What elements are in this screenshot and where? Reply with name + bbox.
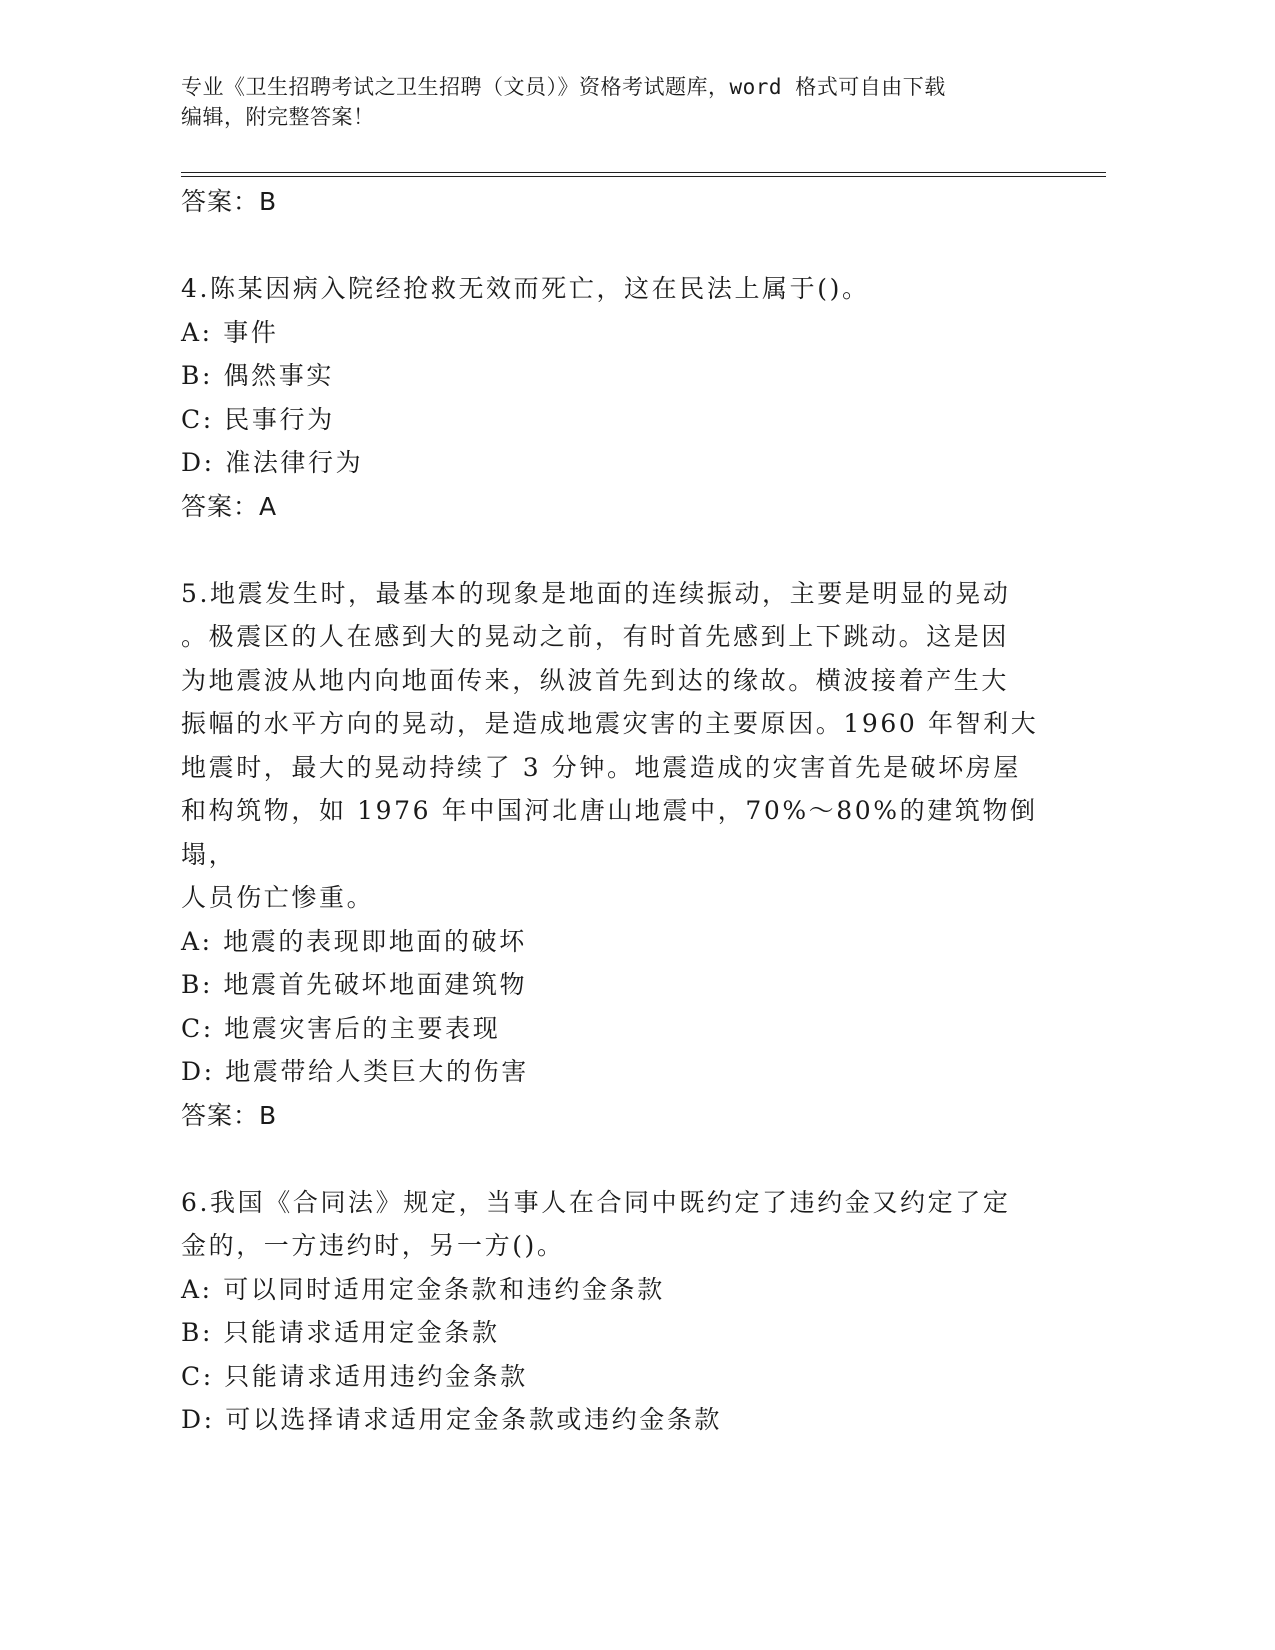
question-line: 5.地震发生时，最基本的现象是地面的连续振动，主要是明显的晃动 [181, 578, 1011, 608]
header-rule-top [181, 172, 1106, 173]
spacer [181, 224, 1041, 267]
question-line: 地震时，最大的晃动持续了 3 分钟。地震造成的灾害首先是破坏房屋 [181, 752, 1022, 782]
question-line: 为地震波从地内向地面传来，纵波首先到达的缘故。横波接着产生大 [181, 665, 1010, 695]
question-line: 6.我国《合同法》规定，当事人在合同中既约定了违约金又约定了定 [181, 1187, 1011, 1217]
option-c: C: 地震灾害后的主要表现 [181, 1013, 501, 1043]
question-block-4 [181, 267, 1041, 529]
option-a: A: 地震的表现即地面的破坏 [181, 926, 527, 956]
option-d: D: 地震带给人类巨大的伤害 [181, 1057, 529, 1086]
option-b: B: 偶然事实 [181, 361, 334, 390]
option-d: D: 准法律行为 [181, 448, 364, 477]
answer-previous: 答案：B [181, 187, 278, 216]
question-line: 振幅的水平方向的晃动，是造成地震灾害的主要原因。1960 年智利大 [181, 709, 1039, 738]
option-b: B: 地震首先破坏地面建筑物 [181, 970, 528, 999]
option-a: A: 可以同时适用定金条款和违约金条款 [181, 1274, 665, 1304]
question-line: 。极震区的人在感到大的晃动之前，有时首先感到上下跳动。这是因 [181, 622, 1010, 651]
question-text: 4.陈某因病入院经抢救无效而死亡，这在民法上属于()。 [181, 274, 870, 303]
spacer [181, 1138, 1041, 1181]
option-c: C: 民事行为 [181, 404, 335, 434]
answer: 答案：B [181, 1100, 278, 1130]
option-a: A: 事件 [181, 317, 279, 347]
header-line-1: 专业《卫生招聘考试之卫生招聘（文员）》资格考试题库，word 格式可自由下载 [181, 75, 946, 99]
option-d: D: 可以选择请求适用定金条款或违约金条款 [181, 1405, 723, 1434]
question-block-5 [181, 572, 1041, 1138]
spacer [181, 529, 1041, 572]
header-rule-bottom [181, 176, 1106, 177]
question-line: 人员伤亡惨重。 [181, 883, 375, 912]
document-header [181, 72, 1041, 132]
option-c: C: 只能请求适用违约金条款 [181, 1361, 528, 1391]
question-list [181, 180, 1041, 1442]
answer: 答案：A [181, 491, 278, 521]
question-line: 金的，一方违约时，另一方()。 [181, 1231, 565, 1260]
option-b: B: 只能请求适用定金条款 [181, 1318, 500, 1347]
header-line-2: 编辑，附完整答案！ [181, 105, 375, 129]
question-line: 和构筑物，如 1976 年中国河北唐山地震中，70%～80%的建筑物倒塌， [181, 796, 1038, 869]
question-block-6 [181, 1181, 1041, 1442]
